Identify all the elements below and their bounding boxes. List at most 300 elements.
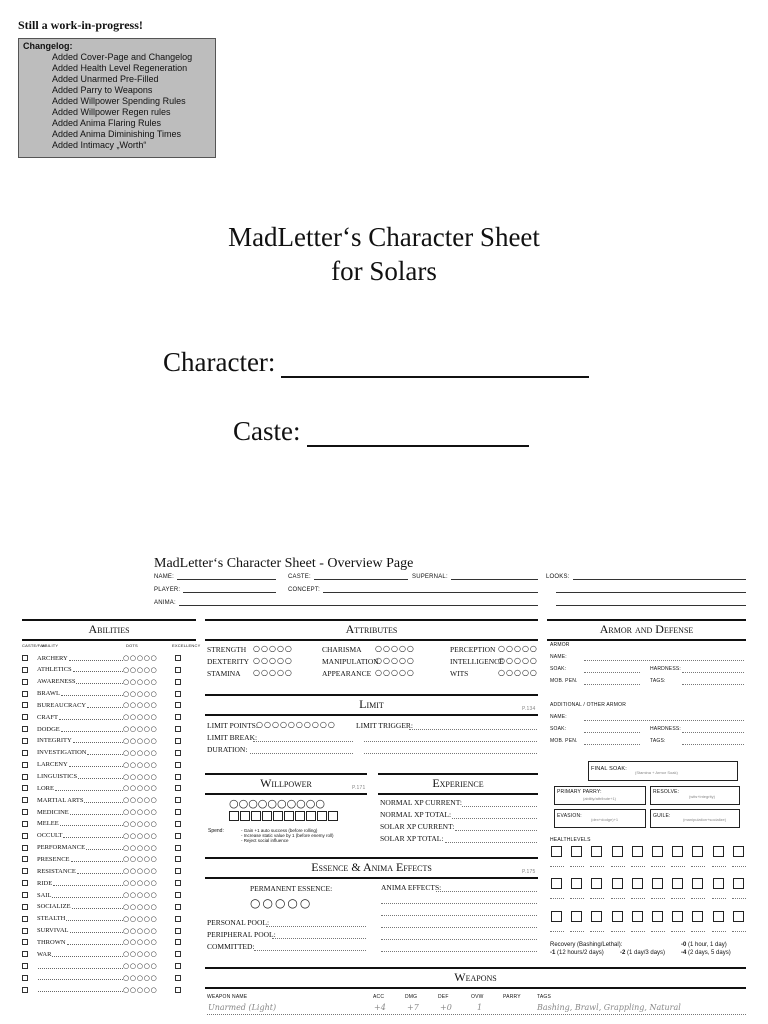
health-level-penalty-line [691, 892, 705, 899]
ability-row[interactable] [22, 699, 196, 711]
ability-name [37, 820, 123, 827]
ability-row[interactable] [22, 735, 196, 747]
ability-row[interactable] [22, 759, 196, 771]
excellency-checkbox[interactable] [175, 916, 181, 922]
health-level-box[interactable] [551, 911, 562, 922]
willpower-boxes[interactable] [229, 811, 338, 821]
caste-favored-checkbox[interactable] [22, 856, 28, 862]
solar-xp-current-label: SOLAR XP CURRENT: [380, 822, 455, 831]
ability-dots[interactable]: ○○○○○ [123, 879, 158, 888]
guile-box[interactable] [650, 809, 740, 828]
recovery-title: Recovery (Bashing/Lethal): [550, 942, 623, 948]
excellency-checkbox[interactable] [175, 679, 181, 685]
supernal-field[interactable] [412, 573, 538, 580]
health-level-box[interactable] [692, 911, 703, 922]
changelog-item: Added Willpower Spending Rules [52, 96, 186, 106]
health-level-penalty-line [570, 925, 584, 932]
excellency-checkbox[interactable] [175, 845, 181, 851]
excellency-checkbox[interactable] [175, 655, 181, 661]
caste-favored-checkbox[interactable] [22, 809, 28, 815]
personal-pool-line[interactable] [266, 920, 366, 927]
excellency-checkbox[interactable] [175, 785, 181, 791]
caste-favored-checkbox[interactable] [22, 963, 28, 969]
health-level-box[interactable] [612, 911, 623, 922]
ability-label: RIDE [37, 879, 53, 887]
attr-dots[interactable]: ○○○○○ [253, 668, 293, 677]
health-level-box[interactable] [591, 911, 602, 922]
attr-appearance: APPEARANCE [322, 669, 372, 678]
ability-row[interactable] [22, 747, 196, 759]
armor-tags-label: TAGS: [650, 678, 666, 684]
ability-dots[interactable]: ○○○○○ [123, 748, 158, 757]
health-level-penalty-line [732, 860, 746, 867]
ability-dots[interactable]: ○○○○○ [123, 654, 158, 662]
ability-dots[interactable]: ○○○○○ [123, 665, 158, 674]
add-armor-tags-label: TAGS: [650, 738, 666, 744]
supernal-label: SUPERNAL: [412, 574, 448, 580]
ability-dots[interactable]: ○○○○○ [123, 689, 158, 698]
excellency-checkbox[interactable] [175, 738, 181, 744]
ability-label: INVESTIGATION [37, 749, 87, 757]
add-armor-mobpen-label: MOB. PEN. [550, 738, 578, 744]
excellency-checkbox[interactable] [175, 809, 181, 815]
health-level-box[interactable] [551, 878, 562, 889]
caste-favored-checkbox[interactable] [22, 774, 28, 780]
health-level-box[interactable] [733, 878, 744, 889]
anima-effects-line[interactable] [381, 933, 537, 940]
recovery-4-level: -4 [681, 950, 687, 956]
ability-dots[interactable]: ○○○○○ [123, 701, 158, 710]
ability-dots[interactable]: ○○○○○ [123, 713, 158, 722]
guile-label: GUILE: [653, 813, 671, 819]
attr-strength: STRENGTH [207, 645, 247, 654]
weapon-col-dmg: DMG [405, 994, 418, 1000]
armor-soak-line[interactable] [584, 666, 640, 673]
final-soak-box[interactable] [588, 761, 738, 781]
looks-line-3[interactable] [556, 599, 746, 606]
ability-name [37, 797, 123, 804]
excellency-checkbox[interactable] [175, 892, 181, 898]
ability-row[interactable] [22, 794, 196, 806]
health-level-penalty-line [671, 892, 685, 899]
weapon-ovw: 1 [477, 1003, 483, 1012]
attr-dots[interactable]: ○○○○○ [253, 644, 293, 653]
ability-row[interactable] [22, 830, 196, 842]
primary-parry-box[interactable] [554, 786, 646, 805]
caste-favored-checkbox[interactable] [22, 821, 28, 827]
permanent-essence-dots[interactable]: ○○○○○ [250, 896, 313, 910]
excellency-checkbox[interactable] [175, 821, 181, 827]
excellency-checkbox[interactable] [175, 714, 181, 720]
final-soak-hint: (Stamina + Armor Soak) [635, 770, 678, 775]
changelog-item: Added Intimacy „Worth“ [52, 140, 147, 150]
ability-row[interactable] [22, 676, 196, 688]
health-level-box[interactable] [652, 911, 663, 922]
anima-effects-line[interactable] [436, 885, 537, 892]
health-level-box[interactable] [612, 878, 623, 889]
ability-name [37, 832, 123, 839]
limit-trigger-line-3[interactable] [364, 747, 537, 754]
add-armor-hardness-label: HARDNESS: [650, 726, 681, 732]
weapons-header: Weapons [205, 967, 746, 989]
excellency-checkbox[interactable] [175, 904, 181, 910]
excellency-checkbox[interactable] [175, 951, 181, 957]
recovery-0 [681, 942, 727, 948]
anima-field[interactable] [154, 599, 538, 606]
attr-dots[interactable]: ○○○○○ [498, 644, 538, 653]
changelog-box [18, 38, 216, 158]
limit-points-label: LIMIT POINTS: [207, 721, 258, 730]
health-level-box[interactable] [672, 911, 683, 922]
peripheral-pool-line[interactable] [272, 932, 366, 939]
excellency-checkbox[interactable] [175, 726, 181, 732]
ability-label: MARTIAL ARTS [37, 796, 84, 804]
abilities-col-excellency: EXCELLENCY [172, 643, 201, 648]
health-level-box[interactable] [652, 846, 663, 857]
caste-favored-checkbox[interactable] [22, 868, 28, 874]
ability-row[interactable] [22, 842, 196, 854]
weapon-dmg: +7 [407, 1003, 419, 1012]
health-level-penalty-line [570, 892, 584, 899]
health-level-box[interactable] [632, 878, 643, 889]
health-level-box[interactable] [672, 846, 683, 857]
concept-field[interactable] [288, 586, 538, 593]
evasion-box[interactable] [554, 809, 646, 828]
weapon-col-ovw: OVW [471, 994, 484, 1000]
ability-name [37, 987, 123, 992]
ability-row[interactable] [22, 818, 196, 830]
excellency-checkbox[interactable] [175, 856, 181, 862]
attributes-header: Attributes [205, 619, 538, 641]
looks-line-2[interactable] [556, 586, 746, 593]
caste-favored-checkbox[interactable] [22, 702, 28, 708]
caste-favored-checkbox[interactable] [22, 738, 28, 744]
caste-favored-checkbox[interactable] [22, 951, 28, 957]
excellency-checkbox[interactable] [175, 975, 181, 981]
attr-dots[interactable]: ○○○○○ [498, 668, 538, 677]
primary-parry-hint: (ability/attribute+1) [583, 796, 617, 801]
ability-dots[interactable]: ○○○○○ [123, 843, 158, 852]
armor-hardness-line[interactable] [682, 666, 744, 673]
ability-dots[interactable]: ○○○○○ [123, 891, 158, 899]
ability-dots[interactable]: ○○○○○ [123, 867, 158, 876]
willpower-header: Willpower [205, 773, 367, 795]
caste-favored-checkbox[interactable] [22, 797, 28, 803]
excellency-checkbox[interactable] [175, 797, 181, 803]
ability-name [37, 844, 123, 851]
spend-rule: - Reject social influence [241, 838, 289, 843]
ability-dots[interactable]: ○○○○○ [123, 677, 158, 686]
ability-row[interactable] [22, 652, 196, 664]
ability-dots[interactable]: ○○○○○ [123, 796, 158, 805]
ability-name [37, 761, 123, 768]
limit-duration-line[interactable] [250, 747, 353, 754]
attr-dots[interactable]: ○○○○○ [375, 644, 415, 653]
caste-favored-checkbox[interactable] [22, 892, 28, 898]
limit-page-ref: P.134 [522, 706, 536, 712]
caste-field-ov[interactable] [288, 573, 408, 580]
ability-name [37, 939, 123, 946]
armor-tags-line[interactable] [682, 678, 744, 685]
resolve-box[interactable] [650, 786, 740, 805]
caste-favored-checkbox[interactable] [22, 904, 28, 910]
ability-dots[interactable]: ○○○○○ [123, 760, 158, 769]
caste-field[interactable] [233, 416, 529, 447]
ability-name [37, 655, 123, 662]
add-armor-name-line[interactable] [584, 714, 744, 721]
weapon-col-parry: PARRY [503, 994, 521, 1000]
armor-mobpen-line[interactable] [584, 678, 640, 685]
limit-break-line[interactable] [253, 735, 353, 742]
excellency-checkbox[interactable] [175, 702, 181, 708]
health-level-box[interactable] [591, 878, 602, 889]
weapon-row[interactable] [207, 1003, 746, 1015]
ability-row[interactable] [22, 711, 196, 723]
ability-label: PRESENCE [37, 855, 70, 863]
ability-label: WAR [37, 950, 52, 958]
ability-row[interactable] [22, 865, 196, 877]
ability-row[interactable] [22, 913, 196, 925]
health-level-penalty-line [691, 860, 705, 867]
attr-dots[interactable]: ○○○○○ [375, 656, 415, 665]
solar-xp-current-line[interactable] [455, 824, 537, 831]
limit-break-label: LIMIT BREAK: [207, 733, 258, 742]
resolve-label: RESOLVE: [653, 789, 680, 795]
willpower-page-ref: P.171 [352, 785, 366, 791]
armor-name-label: NAME: [550, 654, 567, 660]
solar-xp-total-line[interactable] [445, 836, 537, 843]
caste-favored-checkbox[interactable] [22, 762, 28, 768]
ability-label: DODGE [37, 725, 60, 733]
armor-label: ARMOR [550, 642, 570, 648]
caste-favored-checkbox[interactable] [22, 939, 28, 945]
health-level-box[interactable] [571, 846, 582, 857]
add-armor-tags-line[interactable] [682, 738, 744, 745]
ability-row[interactable] [22, 936, 196, 948]
health-level-box[interactable] [571, 911, 582, 922]
ability-row[interactable] [22, 984, 196, 996]
caste-favored-checkbox[interactable] [22, 785, 28, 791]
health-level-penalty-line [590, 892, 604, 899]
add-armor-soak-label: SOAK: [550, 726, 567, 732]
player-field[interactable] [154, 586, 276, 593]
looks-field[interactable] [546, 573, 746, 580]
health-level-box[interactable] [632, 846, 643, 857]
weapon-col-name: WEAPON NAME [207, 994, 248, 1000]
attr-manipulation: MANIPULATION [322, 657, 379, 666]
weapon-col-tags: TAGS [537, 994, 552, 1000]
ability-dots[interactable]: ○○○○○ [123, 973, 158, 982]
caste-favored-checkbox[interactable] [22, 916, 28, 922]
excellency-checkbox[interactable] [175, 762, 181, 768]
ability-name [37, 773, 123, 780]
excellency-checkbox[interactable] [175, 833, 181, 839]
limit-trigger-line[interactable] [409, 723, 537, 730]
abilities-col-ability: ABILITY [42, 643, 59, 648]
ability-row[interactable] [22, 889, 196, 901]
health-level-penalty-line [611, 892, 625, 899]
evasion-label: EVASION: [557, 813, 582, 819]
limit-trigger-line-2[interactable] [364, 735, 537, 742]
ability-dots[interactable]: ○○○○○ [123, 914, 158, 923]
ability-row[interactable] [22, 948, 196, 960]
recovery-1-text: (12 hours/2 days) [557, 950, 604, 956]
excellency-checkbox[interactable] [175, 987, 181, 993]
attr-dots[interactable]: ○○○○○ [253, 656, 293, 665]
ability-row[interactable] [22, 960, 196, 972]
add-armor-mobpen-line[interactable] [584, 738, 640, 745]
normal-xp-total-line[interactable] [452, 812, 537, 819]
anima-effects-line[interactable] [381, 945, 537, 952]
ability-row[interactable] [22, 853, 196, 865]
ability-dots[interactable]: ○○○○○ [123, 985, 158, 994]
ability-name [37, 927, 123, 934]
normal-xp-current-line[interactable] [462, 800, 537, 807]
weapon-col-acc: ACC [373, 994, 385, 1000]
armor-name-line[interactable] [584, 654, 744, 661]
ability-dots[interactable]: ○○○○○ [123, 725, 158, 734]
excellency-checkbox[interactable] [175, 880, 181, 886]
ability-dots[interactable]: ○○○○○ [123, 736, 158, 745]
anima-effects-line[interactable] [381, 909, 537, 916]
name-field[interactable] [154, 573, 276, 580]
caste-favored-checkbox[interactable] [22, 987, 28, 993]
caste-favored-checkbox[interactable] [22, 845, 28, 851]
health-level-box[interactable] [551, 846, 562, 857]
resolve-hint: (wits+integrity) [689, 794, 715, 799]
changelog-item: Added Cover-Page and Changelog [52, 52, 193, 62]
health-levels-label: HEALTHLEVELS [550, 837, 591, 843]
ability-row[interactable] [22, 901, 196, 913]
ability-name [37, 892, 123, 899]
ability-dots[interactable]: ○○○○○ [123, 962, 158, 971]
ability-label: LARCENY [37, 761, 68, 769]
excellency-checkbox[interactable] [175, 774, 181, 780]
health-level-box[interactable] [713, 878, 724, 889]
caste-favored-checkbox[interactable] [22, 667, 28, 673]
add-armor-soak-line[interactable] [584, 726, 640, 733]
health-level-box[interactable] [591, 846, 602, 857]
caste-favored-checkbox[interactable] [22, 833, 28, 839]
health-level-box[interactable] [713, 911, 724, 922]
ability-row[interactable] [22, 664, 196, 676]
limit-trigger-label: LIMIT TRIGGER: [356, 721, 414, 730]
ability-row[interactable] [22, 688, 196, 700]
health-level-penalty-line [550, 860, 564, 867]
caste-favored-checkbox[interactable] [22, 880, 28, 886]
attr-dots[interactable]: ○○○○○ [375, 668, 415, 677]
excellency-checkbox[interactable] [175, 868, 181, 874]
ability-dots[interactable]: ○○○○○ [123, 902, 158, 911]
excellency-checkbox[interactable] [175, 928, 181, 934]
ability-dots[interactable]: ○○○○○ [123, 784, 158, 793]
caste-label-ov: CASTE: [288, 574, 311, 580]
anima-effects-line[interactable] [381, 921, 537, 928]
health-level-box[interactable] [733, 846, 744, 857]
willpower-dots[interactable]: ○○○○○○○○○○ [229, 797, 325, 810]
health-level-penalty-line [631, 925, 645, 932]
ability-dots[interactable]: ○○○○○ [123, 855, 158, 864]
ability-dots[interactable]: ○○○○○ [123, 938, 158, 947]
ability-label: BUREAUCRACY [37, 701, 87, 709]
health-level-box[interactable] [692, 878, 703, 889]
caste-favored-checkbox[interactable] [22, 726, 28, 732]
health-level-penalty-line [732, 925, 746, 932]
ability-label: OCCULT [37, 832, 63, 840]
caste-favored-checkbox[interactable] [22, 714, 28, 720]
recovery-4 [681, 950, 731, 956]
ability-dots[interactable]: ○○○○○ [123, 772, 158, 781]
health-level-box[interactable] [733, 911, 744, 922]
spend-rule: - Increase static value by 1 (before enemy roll) [241, 833, 334, 838]
excellency-checkbox[interactable] [175, 963, 181, 969]
guile-hint: (manipulation+socialize) [683, 817, 727, 822]
ability-row[interactable] [22, 925, 196, 937]
personal-pool-label: PERSONAL POOL: [207, 918, 270, 927]
health-level-penalty-line [671, 925, 685, 932]
caste-favored-checkbox[interactable] [22, 679, 28, 685]
spend-rule: - Gain +1 auto success (before rolling) [241, 828, 318, 833]
caste-favored-checkbox[interactable] [22, 928, 28, 934]
health-level-box[interactable] [632, 911, 643, 922]
ability-dots[interactable]: ○○○○○ [123, 819, 158, 828]
ability-dots[interactable]: ○○○○○ [123, 926, 158, 935]
ability-name [37, 737, 123, 744]
caste-favored-checkbox[interactable] [22, 975, 28, 981]
anima-effects-line[interactable] [381, 897, 537, 904]
caste-favored-checkbox[interactable] [22, 750, 28, 756]
health-level-box[interactable] [713, 846, 724, 857]
health-level-box[interactable] [692, 846, 703, 857]
ability-label: LORE [37, 784, 54, 792]
health-level-box[interactable] [612, 846, 623, 857]
ability-dots[interactable]: ○○○○○ [123, 831, 158, 840]
health-level-box[interactable] [571, 878, 582, 889]
ability-row[interactable] [22, 771, 196, 783]
excellency-checkbox[interactable] [175, 939, 181, 945]
willpower-spend-label: Spend: [208, 828, 224, 834]
attr-perception: PERCEPTION [450, 645, 496, 654]
ability-label: THROWN [37, 938, 66, 946]
committed-line[interactable] [254, 944, 366, 951]
caste-favored-checkbox[interactable] [22, 691, 28, 697]
ability-row[interactable] [22, 782, 196, 794]
ability-name [37, 915, 123, 922]
ability-row[interactable] [22, 972, 196, 984]
attributes-grid [207, 645, 537, 685]
excellency-checkbox[interactable] [175, 667, 181, 673]
attr-dots[interactable]: ○○○○○ [498, 656, 538, 665]
ability-dots[interactable]: ○○○○○ [123, 808, 158, 817]
add-armor-hardness-line[interactable] [682, 726, 744, 733]
excellency-checkbox[interactable] [175, 691, 181, 697]
health-level-box[interactable] [672, 878, 683, 889]
limit-points-dots[interactable]: ○○○○○○○○○○ [256, 720, 336, 729]
ability-row[interactable] [22, 806, 196, 818]
attr-charisma: CHARISMA [322, 645, 362, 654]
abilities-col-caste: CASTE/FAV [22, 643, 46, 648]
ability-dots[interactable]: ○○○○○ [123, 950, 158, 959]
recovery-1 [550, 950, 604, 956]
ability-row[interactable] [22, 877, 196, 889]
character-field[interactable] [163, 347, 589, 378]
ability-row[interactable] [22, 723, 196, 735]
caste-favored-checkbox[interactable] [22, 655, 28, 661]
ability-name [37, 880, 123, 887]
armor-header: Armor and Defense [547, 619, 746, 641]
excellency-checkbox[interactable] [175, 750, 181, 756]
health-level-box[interactable] [652, 878, 663, 889]
